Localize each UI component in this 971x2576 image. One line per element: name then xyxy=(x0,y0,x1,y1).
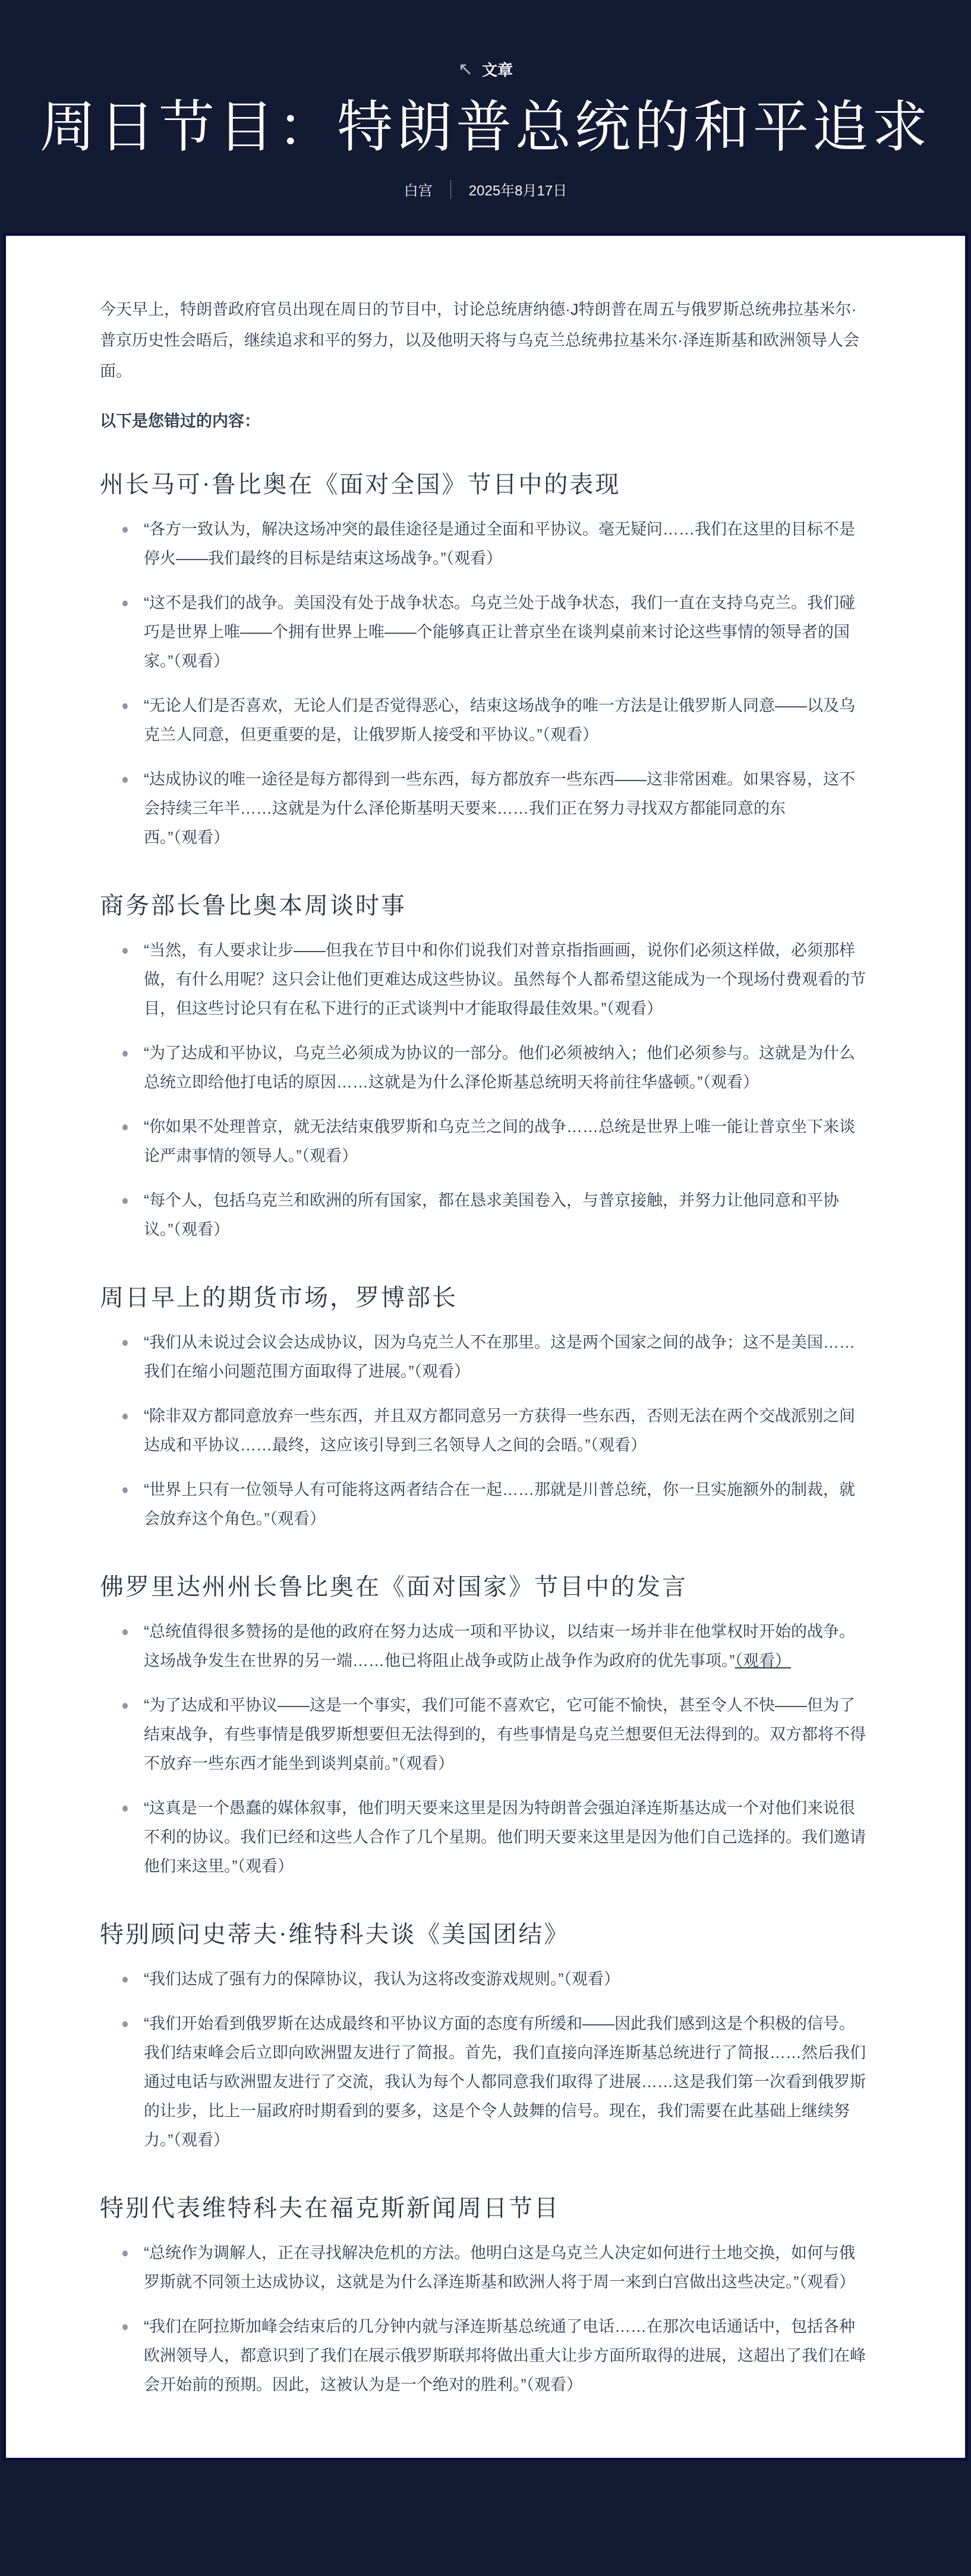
quote-item xyxy=(144,2009,869,2155)
intro-paragraph: 今天早上，特朗普政府官员出现在周日的节目中，讨论总统唐纳德·J特朗普在周五与俄罗斯总统弗拉基米尔·普京历史性会晤后，继续追求和平的努力，以及他明天将与乌克兰总统弗拉基米尔·泽连斯基和欧洲领导人会面。 xyxy=(100,301,859,381)
quote-text: “这真是一个愚蠢的媒体叙事，他们明天要来这里是因为特朗普会强迫泽连斯基达成一个对他们来说很不利的协议。我们已经和这些人合作了几个星期。他们明天要来这里是因为他们自己选择的。我们邀请他们来这里。” xyxy=(144,1799,866,1876)
watch-link[interactable]: （观看） xyxy=(526,2376,582,2394)
quote-item xyxy=(144,1617,869,1676)
quote-item xyxy=(144,936,869,1023)
watch-link[interactable]: （观看） xyxy=(173,829,229,847)
section-rubio-face-the-nation xyxy=(100,466,869,852)
watch-link[interactable]: （观看） xyxy=(173,652,229,671)
quote-text: “当然，有人要求让步——但我在节目中和你们说我们对普京指指画画，说你们必须这样做，必须那样做，有什么用呢？这只会让他们更难达成这些协议。虽然每个人都希望这能成为一个现场付费观看的节目，但这些讨论只有在私下进行的正式谈判中才能取得最佳效果。” xyxy=(144,941,866,1018)
quote-item xyxy=(144,691,869,750)
quote-item xyxy=(144,1186,869,1244)
missed-content-label: 以下是您错过的内容： xyxy=(100,412,260,431)
quote-item xyxy=(144,1691,869,1778)
watch-link[interactable]: （观看） xyxy=(173,2131,229,2150)
watch-link[interactable]: （观看） xyxy=(606,1000,663,1018)
section-heading: 特别顾问史蒂夫·维特科夫谈《美国团结》 xyxy=(100,1921,570,1948)
watch-link[interactable]: （观看） xyxy=(563,1970,620,1989)
quote-text: “总统作为调解人，正在寻找解决危机的方法。他明白这是乌克兰人决定如何进行土地交换，如何与俄罗斯就不同领土达成协议，这就是为什么泽连斯基和欧洲人将于周一来到白宫做出这些决定。” xyxy=(144,2244,855,2291)
watch-link[interactable]: （观看） xyxy=(734,1652,791,1670)
quote-item xyxy=(144,589,869,676)
quote-text: “总统值得很多赞扬的是他的政府在努力达成一项和平协议，以结束一场并非在他掌权时开始的战争。这场战争发生在世界的另一端……他已将阻止战争或防止战争作为政府的优先事项。” xyxy=(144,1623,855,1670)
quote-item xyxy=(144,765,869,852)
quote-list xyxy=(100,515,869,852)
quote-text: “我们开始看到俄罗斯在达成最终和平协议方面的态度有所缓和——因此我们感到这是个积极的信号。我们结束峰会后立即向欧洲盟友进行了简报。首先，我们直接向泽连斯基总统进行了简报……然后我们通过电话与欧洲盟友进行了交流，我认为每个人都同意我们取得了进展……这是我们第一次看到俄罗斯的让步，比上一届政府时期看到的要多，这是个令人鼓舞的信号。现在，我们需要在此基础上继续努力。” xyxy=(144,2015,866,2150)
watch-link[interactable]: （观看） xyxy=(173,1221,229,1239)
page-title: 周日节目：特朗普总统的和平追求 xyxy=(39,97,931,159)
article-meta xyxy=(12,179,959,200)
watch-link[interactable]: （观看） xyxy=(301,1147,358,1165)
quote-text: “无论人们是否喜欢，无论人们是否觉得恶心，结束这场战争的唯一方法是让俄罗斯人同意——以及乌克兰人同意，但更重要的是，让俄罗斯人接受和平协议。” xyxy=(144,697,855,744)
watch-link[interactable]: （观看） xyxy=(590,1436,647,1455)
section-heading: 周日早上的期货市场，罗博部长 xyxy=(100,1284,458,1311)
quote-text: “为了达成和平协议——这是一个事实，我们可能不喜欢它，它可能不愉快，甚至令人不快——但为了结束战争，有些事情是俄罗斯想要但无法得到的，有些事情是乌克兰想要但无法得到的。双方都将不得不放弃一些东西才能坐到谈判桌前。” xyxy=(144,1696,866,1773)
quote-item xyxy=(144,1794,869,1881)
section-rubio-this-week xyxy=(100,887,869,1244)
article-header xyxy=(0,0,971,233)
section-heading: 佛罗里达州州长鲁比奥在《面对国家》节目中的发言 xyxy=(100,1573,688,1601)
section-heading: 特别代表维特科夫在福克斯新闻周日节目 xyxy=(100,2195,560,2222)
quote-item xyxy=(144,2312,869,2400)
watch-link[interactable]: （观看） xyxy=(702,1073,759,1092)
quote-text: “世界上只有一位领导人有可能将这两者结合在一起……那就是川普总统，你一旦实施额外的制裁，就会放弃这个角色。” xyxy=(144,1481,855,1528)
arrow-up-left-icon: ↖ xyxy=(458,59,474,79)
quote-list xyxy=(100,936,869,1244)
quote-list xyxy=(100,1617,869,1881)
quote-item xyxy=(144,1039,869,1097)
quote-item xyxy=(144,1402,869,1460)
meta-divider xyxy=(450,180,451,199)
section-rubio-face-the-nation-2 xyxy=(100,1568,869,1881)
watch-link[interactable]: （观看） xyxy=(398,1755,454,1773)
quote-text: “为了达成和平协议，乌克兰必须成为协议的一部分。他们必须被纳入；他们必须参与。这就是为什么总统立即给他打电话的原因……这就是为什么泽伦斯基总统明天将前往华盛顿。” xyxy=(144,1044,855,1092)
kicker-label: 文章 xyxy=(482,61,513,79)
quote-text: “除非双方都同意放弃一些东西，并且双方都同意另一方获得一些东西，否则无法在两个交战派别之间达成和平协议……最终，这应该引导到三名领导人之间的会晤。” xyxy=(144,1407,855,1455)
quote-list xyxy=(100,1328,869,1534)
quote-item xyxy=(144,1475,869,1534)
quote-text: “我们达成了强有力的保障协议，我认为这将改变游戏规则。” xyxy=(144,1970,564,1989)
section-witkoff-america-united xyxy=(100,1916,869,2155)
watch-link[interactable]: （观看） xyxy=(799,2273,855,2291)
section-heading: 商务部长鲁比奥本周谈时事 xyxy=(100,892,406,919)
quote-text: “我们在阿拉斯加峰会结束后的几分钟内就与泽连斯基总统通了电话……在那次电话通话中，包括各种欧洲领导人，都意识到了我们在展示俄罗斯联邦将做出重大让步方面所取得的进展，这超出了我们在峰会开始前的预期。因此，这被认为是一个绝对的胜利。” xyxy=(144,2318,866,2394)
content-panel xyxy=(3,233,968,2461)
watch-link[interactable]: （观看） xyxy=(414,1363,470,1381)
watch-link[interactable]: （观看） xyxy=(542,726,598,744)
quote-item xyxy=(144,1328,869,1386)
quote-text: “你如果不处理普京，就无法结束俄罗斯和乌克兰之间的战争……总统是世界上唯一能让普京坐下来谈论严肃事情的领导人。” xyxy=(144,1118,855,1165)
quote-text: “这不是我们的战争。美国没有处于战争状态。乌克兰处于战争状态，我们一直在支持乌克兰。我们碰巧是世界上唯——个拥有世界上唯——个能够真正让普京坐在谈判桌前来讨论这些事情的领导者的国家。” xyxy=(144,594,855,671)
quote-text: “达成协议的唯一途径是每方都得到一些东西，每方都放弃一些东西——这非常困难。如果容易，这不会持续三年半……这就是为什么泽伦斯基明天要来……我们正在努力寻找双方都能同意的东西。” xyxy=(144,770,855,847)
section-heading: 州长马可·鲁比奥在《面对全国》节目中的表现 xyxy=(100,471,621,498)
page-footer xyxy=(0,2461,971,2489)
quote-item xyxy=(144,1965,869,1994)
quote-text: “每个人，包括乌克兰和欧洲的所有国家，都在恳求美国卷入，与普京接触，并努力让他同意和平协议。” xyxy=(144,1191,839,1239)
source-label: 白宫 xyxy=(403,183,433,200)
section-witkoff-fox-news-sunday xyxy=(100,2189,869,2400)
watch-link[interactable]: （观看） xyxy=(446,549,502,568)
quote-item xyxy=(144,1112,869,1171)
date-label: 2025年8月17日 xyxy=(468,183,568,200)
quote-item xyxy=(144,2239,869,2297)
article-kicker-link[interactable] xyxy=(458,58,513,80)
quote-item xyxy=(144,515,869,573)
watch-link[interactable]: （观看） xyxy=(237,1857,294,1876)
watch-link[interactable]: （观看） xyxy=(269,1510,326,1528)
section-sunday-morning-futures xyxy=(100,1279,869,1534)
quote-text: “我们从未说过会议会达成协议，因为乌克兰人不在那里。这是两个国家之间的战争；这不是美国……我们在缩小问题范围方面取得了进展。” xyxy=(144,1333,855,1381)
quote-list xyxy=(100,2239,869,2400)
quote-list xyxy=(100,1965,869,2155)
quote-text: “各方一致认为，解决这场冲突的最佳途径是通过全面和平协议。毫无疑问……我们在这里的目标不是停火——我们最终的目标是结束这场战争。” xyxy=(144,520,855,568)
